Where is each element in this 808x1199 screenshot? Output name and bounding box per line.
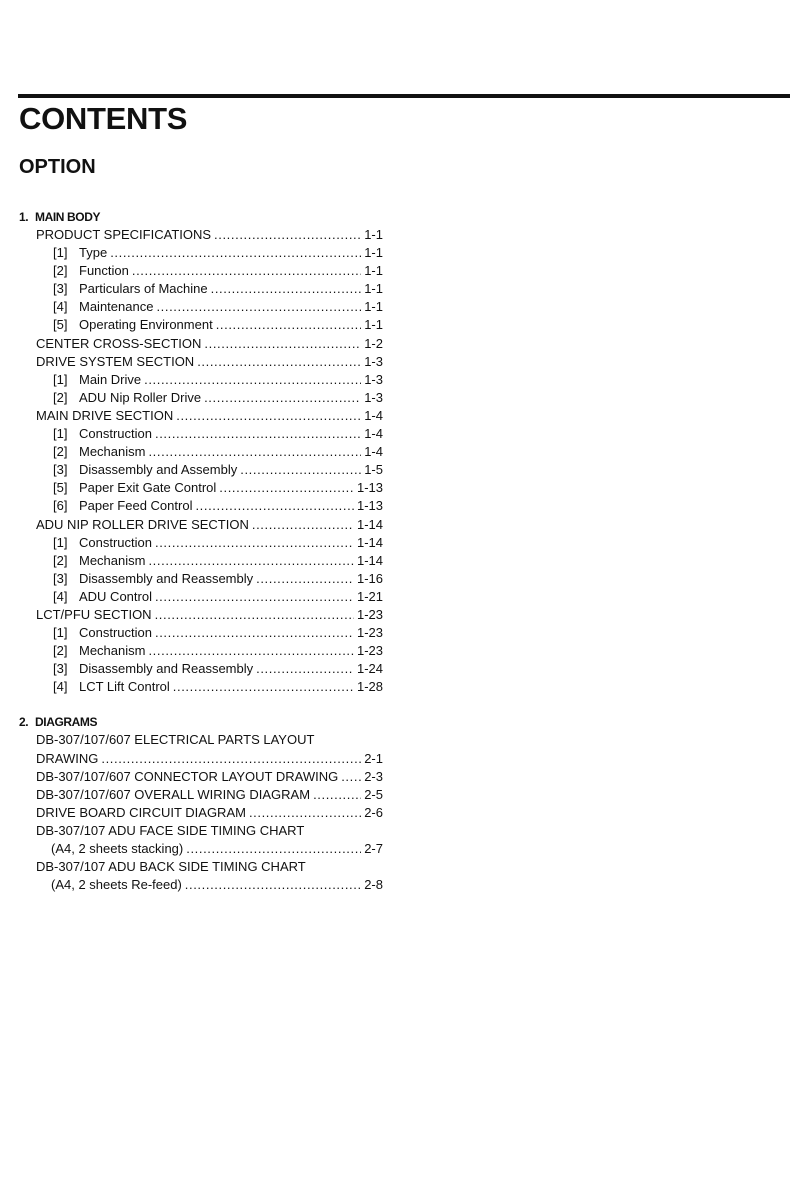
dot-leader — [313, 786, 361, 804]
dot-leader — [156, 298, 361, 316]
toc-entry-text: Construction — [79, 426, 152, 442]
toc-entry[interactable] — [19, 479, 383, 497]
toc-entry-label — [53, 298, 153, 316]
toc-entry-page: 1-1 — [364, 299, 383, 315]
dot-leader — [155, 606, 354, 624]
page-subtitle: OPTION — [19, 156, 96, 178]
dot-leader — [186, 840, 361, 858]
toc-entry-text: PRODUCT SPECIFICATIONS — [36, 227, 212, 242]
dot-leader — [148, 642, 354, 660]
toc-entry-number: [6] — [53, 498, 68, 514]
toc-entry[interactable] — [19, 497, 383, 515]
toc-entry-label — [36, 226, 211, 244]
toc-entry-text: Type — [79, 245, 108, 261]
toc-entry-label — [36, 335, 201, 353]
toc-entry-number: [3] — [53, 570, 68, 586]
toc-entry-page: 2-8 — [364, 877, 383, 893]
toc-entry-label — [53, 479, 216, 497]
toc-entry-page: 1-1 — [364, 245, 383, 261]
toc-entry[interactable] — [19, 876, 383, 894]
toc-entry-text: CENTER CROSS-SECTION — [36, 335, 202, 351]
toc-entry-number: [1] — [53, 245, 68, 261]
toc-entry[interactable] — [19, 280, 383, 298]
dot-leader — [204, 335, 361, 353]
toc-entry-text: DB-307/107/607 CONNECTOR LAYOUT DRAWING — [36, 768, 339, 784]
toc-entry[interactable] — [19, 624, 383, 642]
toc-entry-page: 1-1 — [364, 317, 383, 333]
toc-entry-label — [36, 768, 338, 786]
toc-entry-page: 1-23 — [356, 643, 383, 659]
toc-entry-page: 1-13 — [356, 498, 383, 514]
toc-entry-label — [53, 678, 170, 696]
toc-entry-label — [36, 606, 152, 624]
dot-leader — [240, 461, 361, 479]
toc-entry-page: 1-4 — [364, 426, 383, 442]
dot-leader — [176, 407, 361, 425]
toc-entry-number: [2] — [53, 552, 68, 568]
toc-entry-page: 1-14 — [356, 534, 383, 550]
dot-leader — [148, 443, 361, 461]
toc-entry-page: 1-28 — [356, 679, 383, 695]
toc-entry-number: [4] — [53, 588, 68, 604]
dot-leader — [155, 624, 354, 642]
toc-entry-page: 2-1 — [364, 750, 383, 766]
dot-leader — [249, 804, 361, 822]
toc-entry[interactable] — [19, 768, 383, 786]
toc-entry-page: 1-1 — [364, 281, 383, 297]
toc-entry-number: [5] — [53, 317, 68, 333]
toc-entry[interactable] — [19, 371, 383, 389]
toc-entry-text: (A4, 2 sheets Re-feed) — [51, 877, 182, 893]
toc-entry-page: 1-23 — [356, 606, 383, 622]
dot-leader — [211, 280, 362, 298]
toc-entry-label — [53, 552, 145, 570]
toc-entry-label — [53, 642, 145, 660]
toc-entry-page: 1-14 — [356, 516, 383, 532]
toc-entry-page: 1-14 — [356, 552, 383, 568]
dot-leader — [204, 389, 361, 407]
toc-entry[interactable] — [19, 353, 383, 371]
toc-entry-text: Disassembly and Reassembly — [79, 661, 254, 677]
toc-entry-label — [53, 443, 145, 461]
toc-entry-number: [3] — [53, 462, 68, 478]
toc-entry-text: Disassembly and Reassembly — [79, 570, 254, 586]
toc-entry-text: (A4, 2 sheets stacking) — [51, 841, 184, 856]
toc-entry[interactable] — [19, 461, 383, 479]
toc-entry-number: [1] — [53, 534, 68, 550]
toc-entry-number: [1] — [53, 371, 68, 387]
toc-entry[interactable] — [19, 750, 383, 768]
toc-entry-number: [4] — [53, 679, 68, 695]
toc-entry-label — [53, 389, 201, 407]
toc-entry-text: ADU Nip Roller Drive — [79, 389, 202, 405]
toc-entry-label — [36, 353, 194, 371]
toc-entry-page: 1-4 — [364, 407, 383, 423]
toc-entry-page: 2-7 — [364, 841, 383, 856]
toc-entry-number: [2] — [53, 444, 68, 460]
toc-entry-heading: DB-307/107 ADU BACK SIDE TIMING CHART — [36, 859, 306, 875]
dot-leader — [173, 678, 354, 696]
toc-entry-label — [51, 876, 182, 894]
toc-entry-number: [1] — [53, 625, 68, 641]
dot-leader — [148, 552, 354, 570]
dot-leader — [341, 768, 361, 786]
toc-entry-label — [53, 244, 107, 262]
toc-entry[interactable] — [19, 570, 383, 588]
toc-entry-text: Paper Feed Control — [79, 498, 193, 514]
toc-entry-text: MAIN DRIVE SECTION — [36, 407, 174, 423]
toc-entry-number: [3] — [53, 661, 68, 677]
toc-entry-page: 1-16 — [356, 570, 383, 586]
toc-entry[interactable] — [19, 226, 383, 244]
toc-entry-number: [5] — [53, 480, 68, 496]
toc-entry[interactable] — [19, 443, 383, 461]
toc-entry-label — [53, 425, 152, 443]
toc-entry-page: 1-3 — [364, 371, 383, 387]
toc-entry[interactable] — [19, 642, 383, 660]
toc-entry[interactable] — [19, 804, 383, 822]
dot-leader — [132, 262, 361, 280]
toc-entry-number: [2] — [53, 263, 68, 279]
toc-entry-label — [36, 786, 310, 804]
section-title: MAIN BODY — [35, 210, 101, 224]
toc-entry-text: Disassembly and Assembly — [79, 462, 238, 478]
toc-entry-text: DRIVE SYSTEM SECTION — [36, 353, 195, 369]
dot-leader — [256, 660, 354, 678]
toc-entry-number: [4] — [53, 299, 68, 315]
toc-entry-page: 2-6 — [364, 804, 383, 820]
toc-entry-label — [53, 624, 152, 642]
section-number: 2. — [19, 715, 29, 730]
dot-leader — [216, 316, 362, 334]
toc-entry-label — [53, 371, 141, 389]
dot-leader — [185, 876, 361, 894]
toc-entry-text: DRAWING — [36, 750, 99, 766]
toc-entry[interactable] — [19, 840, 383, 858]
toc-entry-page: 1-4 — [364, 444, 383, 460]
toc-entry[interactable] — [19, 407, 383, 425]
toc-entry-text: ADU NIP ROLLER DRIVE SECTION — [36, 516, 249, 532]
toc-entry-text: Paper Exit Gate Control — [79, 480, 217, 496]
toc-entry-label — [53, 660, 253, 678]
dot-leader — [197, 353, 361, 371]
header-rule — [18, 94, 790, 98]
dot-leader — [155, 534, 354, 552]
toc-entry-text: Function — [79, 263, 129, 279]
toc-entry-text: LCT/PFU SECTION — [36, 606, 152, 622]
toc-entry-page: 1-21 — [356, 588, 383, 604]
toc-entry-text: Mechanism — [79, 444, 146, 460]
toc-entry-text: LCT Lift Control — [79, 679, 170, 695]
toc-entry-text: Main Drive — [79, 371, 142, 387]
toc-entry-text: Construction — [79, 534, 152, 550]
dot-leader — [101, 750, 361, 768]
dot-leader — [214, 226, 361, 244]
toc-entry-label — [53, 497, 192, 515]
toc-entry-label — [53, 461, 237, 479]
toc-entry[interactable] — [19, 606, 383, 624]
toc-entry-heading: DB-307/107 ADU FACE SIDE TIMING CHART — [36, 822, 305, 838]
dot-leader — [144, 371, 361, 389]
section-number: 1. — [19, 210, 29, 224]
dot-leader — [256, 570, 354, 588]
toc-entry[interactable] — [19, 389, 383, 407]
toc-entry-page: 1-24 — [356, 661, 383, 677]
toc-entry-page: 1-3 — [364, 389, 383, 405]
toc-entry-number: [2] — [53, 643, 68, 659]
toc-entry-page: 1-2 — [364, 335, 383, 351]
toc-entry-label — [53, 534, 152, 552]
toc-entry-label — [51, 840, 183, 858]
toc-entry-text: ADU Control — [79, 588, 152, 604]
dot-leader — [195, 497, 354, 515]
toc-entry-page: 1-3 — [364, 353, 383, 369]
page-title: CONTENTS — [19, 101, 188, 136]
dot-leader — [155, 588, 354, 606]
toc-entry-text: Operating Environment — [79, 317, 213, 333]
toc-entry-page: 2-5 — [364, 786, 383, 802]
toc-entry-text: DRIVE BOARD CIRCUIT DIAGRAM — [36, 804, 246, 820]
dot-leader — [155, 425, 361, 443]
toc-entry-label — [36, 407, 173, 425]
toc-entry[interactable] — [19, 516, 383, 534]
toc-entry[interactable] — [19, 588, 383, 606]
toc-entry[interactable] — [19, 660, 383, 678]
toc-entry[interactable] — [19, 335, 383, 353]
toc-entry-page: 1-5 — [364, 462, 383, 478]
dot-leader — [252, 516, 354, 534]
toc-entry-label — [36, 750, 98, 768]
toc-entry[interactable] — [19, 425, 383, 443]
toc-entry-page: 1-13 — [356, 480, 383, 496]
toc-entry[interactable] — [19, 534, 383, 552]
dot-leader — [219, 479, 354, 497]
toc-entry-label — [53, 570, 253, 588]
toc-entry-heading: DB-307/107/607 ELECTRICAL PARTS LAYOUT — [36, 732, 315, 748]
toc-entry-text: DB-307/107/607 OVERALL WIRING DIAGRAM — [36, 786, 311, 802]
toc-entry-number: [1] — [53, 426, 68, 442]
section-heading — [19, 208, 383, 226]
toc-entry[interactable] — [19, 678, 383, 696]
toc-entry-page: 2-3 — [364, 768, 383, 784]
toc-entry-text: Maintenance — [79, 299, 154, 315]
toc-entry-page: 1-1 — [364, 263, 383, 279]
toc-entry[interactable] — [19, 316, 383, 334]
section-title: DIAGRAMS — [35, 715, 98, 730]
toc-entry-label — [36, 804, 246, 822]
toc-entry-text: Particulars of Machine — [79, 281, 208, 297]
toc-entry[interactable] — [19, 262, 383, 280]
toc-entry-text: Mechanism — [79, 552, 146, 568]
toc-entry-label — [53, 262, 129, 280]
toc-entry-page: 1-1 — [364, 227, 383, 242]
toc-entry[interactable] — [19, 244, 383, 262]
dot-leader — [110, 244, 361, 262]
toc-entry-text: Mechanism — [79, 643, 146, 659]
toc-entry-label — [53, 588, 152, 606]
toc-entry-label — [53, 280, 208, 298]
toc-entry-page: 1-23 — [356, 625, 383, 641]
toc-entry-number: [2] — [53, 389, 68, 405]
toc-entry[interactable] — [19, 786, 383, 804]
section-heading — [19, 713, 383, 731]
toc-entry[interactable] — [19, 298, 383, 316]
toc-entry-label — [53, 316, 213, 334]
toc-entry-label — [36, 516, 249, 534]
table-of-contents — [19, 208, 383, 894]
toc-entry-number: [3] — [53, 281, 68, 297]
toc-entry[interactable] — [19, 552, 383, 570]
toc-entry-text: Construction — [79, 625, 152, 641]
